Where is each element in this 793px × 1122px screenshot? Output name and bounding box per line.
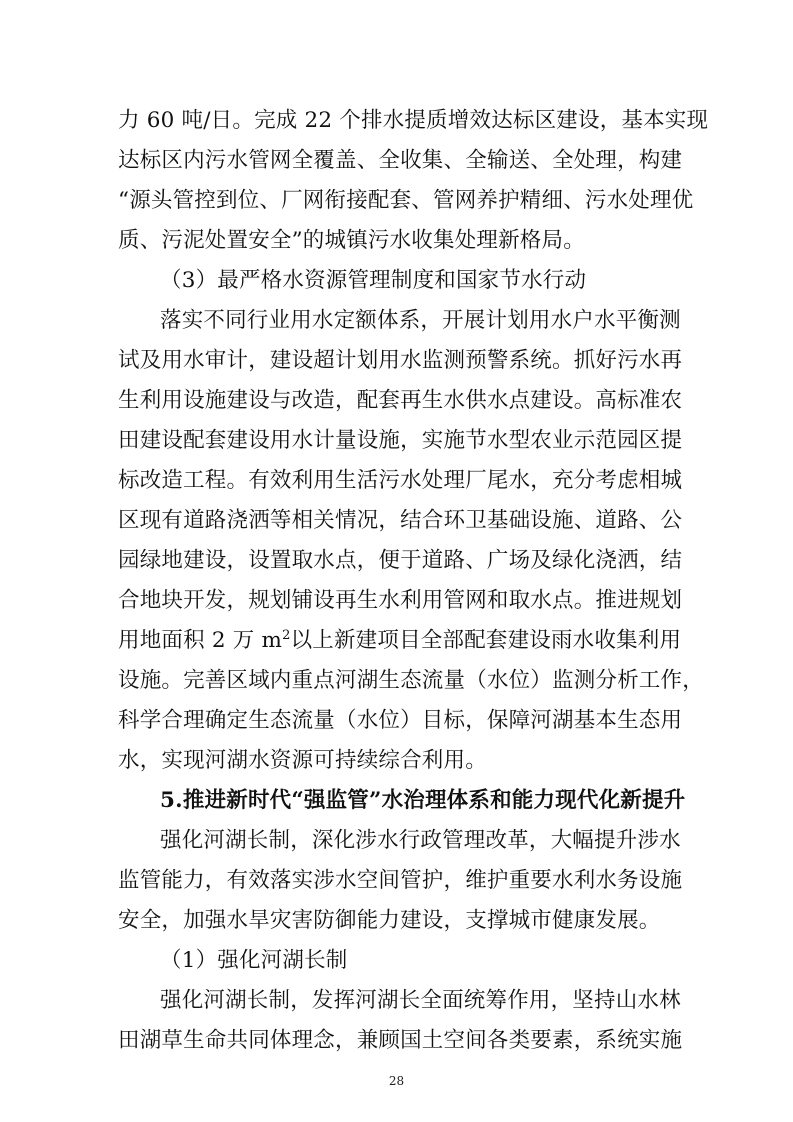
body-line: 落实不同行业用水定额体系，开展计划用水户水平衡测 — [160, 308, 681, 333]
section-heading: （3）最严格水资源管理制度和国家节水行动 — [160, 268, 587, 293]
page-number: 28 — [388, 1074, 405, 1088]
superscript-2: 2 — [282, 627, 291, 643]
body-line: 力 60 吨/日。完成 22 个排水提质增效达标区建设，基本实现 — [118, 108, 709, 133]
body-line: 合地块开发，规划铺设再生水利用管网和取水点。推进规划 — [118, 588, 683, 613]
body-line: 区现有道路浇洒等相关情况，结合环卫基础设施、道路、公 — [118, 508, 683, 533]
body-line: 生利用设施建设与改造，配套再生水供水点建设。高标准农 — [118, 388, 683, 413]
body-line-area — [118, 627, 682, 655]
body-line: 强化河湖长制，深化涉水行政管理改革，大幅提升涉水 — [160, 828, 681, 853]
section-heading: （1）强化河湖长制 — [160, 948, 348, 973]
body-line: 质、污泥处置安全”的城镇污水收集处理新格局。 — [118, 228, 585, 253]
body-line: 标改造工程。有效利用生活污水处理厂尾水，充分考虑相城 — [118, 468, 683, 493]
body-line: 安全，加强水旱灾害防御能力建设，支撑城市健康发展。 — [118, 908, 661, 933]
body-line: 水，实现河湖水资源可持续综合利用。 — [118, 748, 487, 773]
body-line: 田湖草生命共同体理念，兼顾国土空间各类要素，系统实施 — [118, 1028, 683, 1053]
body-line: 达标区内污水管网全覆盖、全收集、全输送、全处理，构建 — [118, 148, 683, 173]
body-line: 田建设配套建设用水计量设施，实施节水型农业示范园区提 — [118, 428, 683, 453]
body-line: “源头管控到位、厂网衔接配套、管网养护精细、污水处理优 — [118, 188, 694, 213]
body-line: 设施。完善区域内重点河湖生态流量（水位）监测分析工作， — [118, 668, 704, 693]
body-line: 监管能力，有效落实涉水空间管护，维护重要水利水务设施 — [118, 868, 683, 893]
area-text: 用地面积 2 万 m — [118, 628, 283, 653]
body-line: 试及用水审计，建设超计划用水监测预警系统。抓好污水再 — [118, 348, 683, 373]
chapter-heading: 5.推进新时代“强监管”水治理体系和能力现代化新提升 — [160, 788, 686, 813]
body-line: 强化河湖长制，发挥河湖长全面统筹作用，坚持山水林 — [160, 988, 681, 1013]
body-line: 园绿地建设，设置取水点，便于道路、广场及绿化浇洒，结 — [118, 548, 683, 573]
body-line: 科学合理确定生态流量（水位）目标，保障河湖基本生态用 — [118, 708, 683, 733]
area-text-rest: 以上新建项目全部配套建设雨水收集利用 — [290, 628, 682, 653]
